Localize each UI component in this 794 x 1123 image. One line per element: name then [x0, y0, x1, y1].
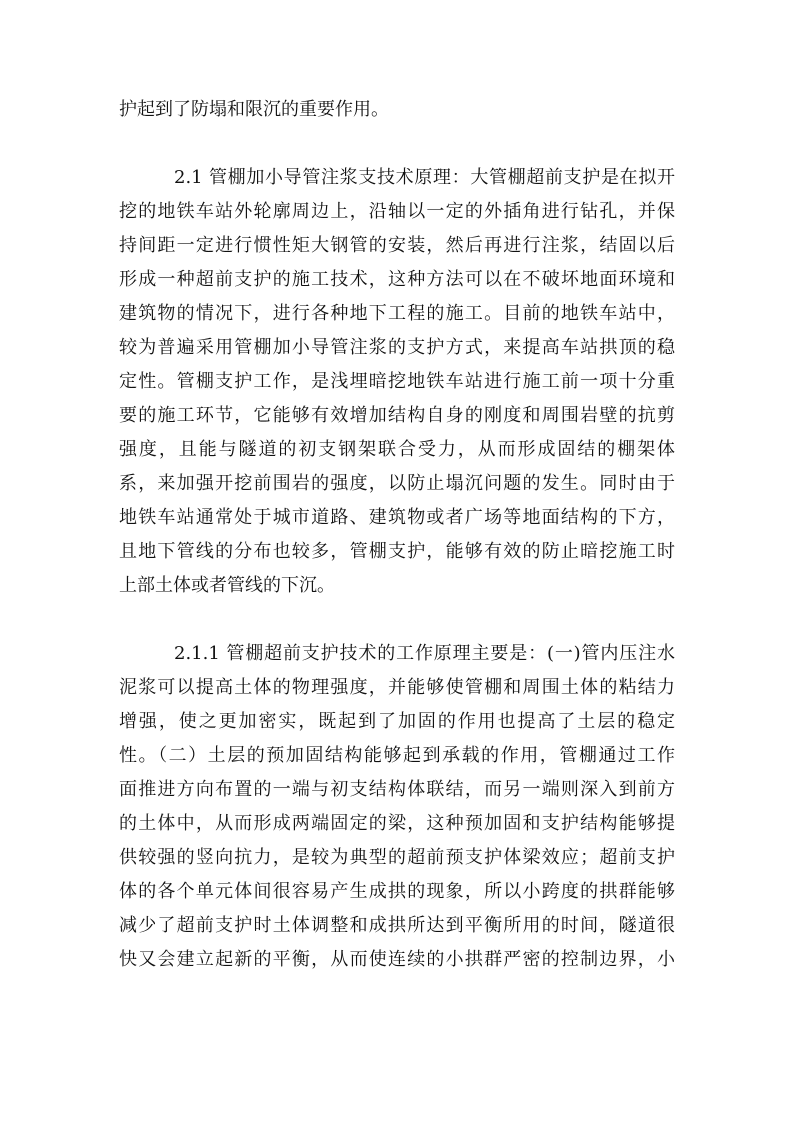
text-line: 性。（二）土层的预加固结构能够起到承载的作用，管棚通过工作	[119, 745, 675, 766]
text-line: 较为普遍采用管棚加小导管注浆的支护方式，来提高车站拱顶的稳	[119, 337, 675, 358]
text-line: 且地下管线的分布也较多，管棚支护，能够有效的防止暗挖施工时	[119, 541, 675, 562]
text-line: 建筑物的情况下，进行各种地下工程的施工。目前的地铁车站中，	[119, 303, 675, 324]
text-line: 要的施工环节，它能够有效增加结构自身的刚度和周围岩壁的抗剪	[119, 405, 675, 426]
text-line: 快又会建立起新的平衡，从而使连续的小拱群严密的控制边界，小	[119, 949, 675, 970]
text-line: 地铁车站通常处于城市道路、建筑物或者广场等地面结构的下方，	[119, 507, 675, 528]
text-line: 上部土体或者管线的下沉。	[119, 575, 335, 596]
text-line: 挖的地铁车站外轮廓周边上，沿轴以一定的外插角进行钻孔，并保	[119, 201, 675, 222]
text-line: 面推进方向布置的一端与初支结构体联结，而另一端则深入到前方	[119, 779, 675, 800]
text-line: 增强，使之更加密实，既起到了加固的作用也提高了土层的稳定	[119, 711, 675, 732]
text-line: 减少了超前支护时土体调整和成拱所达到平衡所用的时间，隧道很	[119, 915, 675, 936]
text-line: 泥浆可以提高土体的物理强度，并能够使管棚和周围土体的粘结力	[119, 677, 675, 698]
section-2-1-1-heading-line: 2.1.1 管棚超前支护技术的工作原理主要是：(一)管内压注水	[174, 643, 675, 664]
text-line: 强度，且能与隧道的初支钢架联合受力，从而形成固结的棚架体	[119, 439, 675, 460]
text-line: 体的各个单元体间很容易产生成拱的现象，所以小跨度的拱群能够	[119, 881, 675, 902]
text-line: 护起到了防塌和限沉的重要作用。	[119, 99, 389, 120]
text-line: 系，来加强开挖前围岩的强度，以防止塌沉问题的发生。同时由于	[119, 473, 675, 494]
text-line: 形成一种超前支护的施工技术，这种方法可以在不破坏地面环境和	[119, 269, 675, 290]
text-line: 供较强的竖向抗力，是较为典型的超前预支护体梁效应；超前支护	[119, 847, 675, 868]
text-line: 定性。管棚支护工作，是浅埋暗挖地铁车站进行施工前一项十分重	[119, 371, 675, 392]
section-2-1-heading-line: 2.1 管棚加小导管注浆支技术原理：大管棚超前支护是在拟开	[174, 167, 675, 188]
text-line: 持间距一定进行惯性矩大钢管的安装，然后再进行注浆，结固以后	[119, 235, 675, 256]
text-line: 的土体中，从而形成两端固定的梁，这种预加固和支护结构能够提	[119, 813, 675, 834]
